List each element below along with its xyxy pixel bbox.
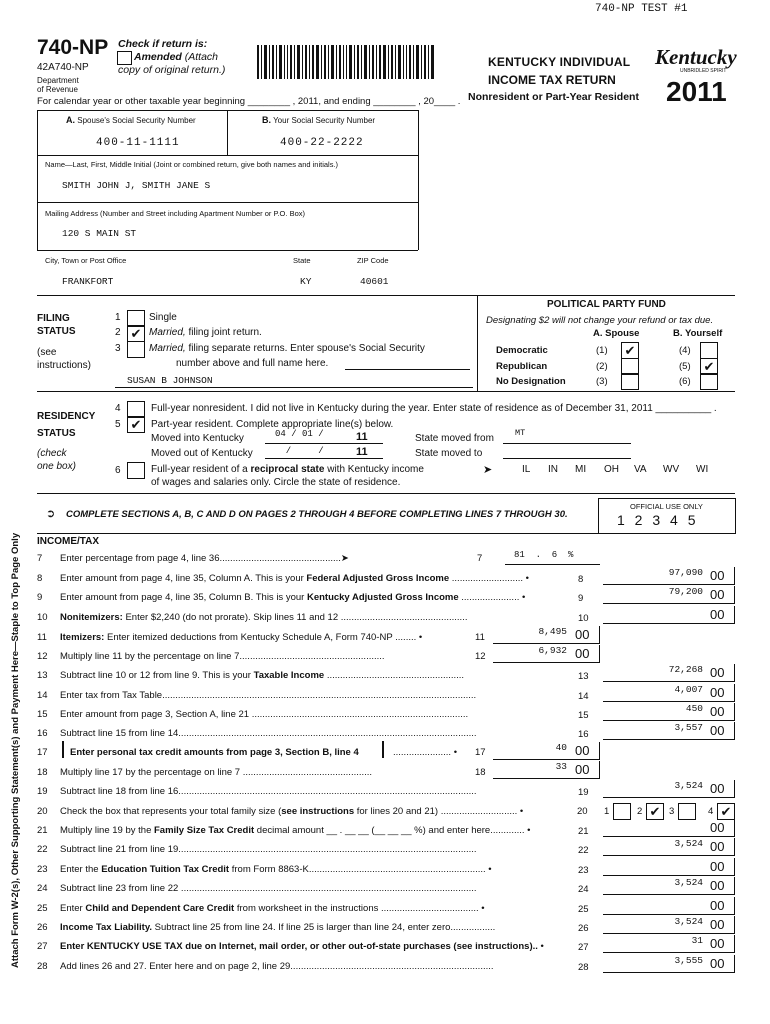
line-number: 9 [37,592,43,603]
copy-original-label: copy of original return.) [118,64,226,76]
line17-no: 17 [37,747,48,758]
tax-year: 2011 [666,76,727,107]
res-opt4-no: 4 [115,403,121,414]
family-size-checkbox[interactable]: ✔ [646,803,664,820]
filing-single-label: Single [149,312,177,323]
line-number: 12 [37,651,48,662]
line-amount[interactable]: 6,932 [538,645,567,656]
line-ref-number: 12 [475,651,486,662]
residency-check1: (check [37,448,67,459]
line-number: 25 [37,903,48,914]
filing-opt2-no: 2 [115,327,121,338]
income-tax-title: INCOME/TAX [37,536,100,547]
filing-title2: STATUS [37,326,76,337]
line-description: Enter KENTUCKY USE TAX due on Internet, mail order, or other out-of-state purchases (see instructions).. • [60,941,544,952]
line-ref-number: 23 [578,865,589,876]
line-cents: 00 [710,665,725,680]
line-description: Multiply line 11 by the percentage on line 7....................................................... [60,651,385,662]
sections-arrow-icon: ➲ [46,508,56,520]
line-cents: 00 [710,936,725,951]
state-value[interactable]: KY [300,276,312,287]
family-size-label: 2 [637,806,643,817]
line-description: Subtract line 10 or 12 from line 9. This is your Taxable Income .................................................... [60,670,465,681]
see-instructions2: instructions) [37,360,91,371]
city-label: City, Town or Post Office [45,256,127,265]
line-number: 27 [37,941,48,952]
col-spouse: A. Spouse [593,328,640,339]
line-amount[interactable]: 450 [685,703,703,714]
kentucky-logo-tag: UNBRIDLED SPIRIT [680,68,727,74]
line-number: 26 [37,922,48,933]
check-if-label: Check if return is: [118,38,208,50]
line-ref-number: 14 [578,691,589,702]
line-number: 24 [37,883,48,894]
family-size-label: 4 [708,806,714,817]
line-cents: 00 [575,646,590,661]
line-cents: 00 [710,839,725,854]
line-cents: 00 [710,568,725,583]
part-year-resident-label: Part-year resident. Complete appropriate line(s) below. [151,419,394,430]
state-option-va[interactable]: VA [634,464,647,475]
line-amount[interactable]: 33 [555,761,567,772]
line7-percentage[interactable]: 81 . 6 % [514,550,574,560]
line-cents: 00 [710,685,725,700]
party-fund-title: POLITICAL PARTY FUND [547,299,666,310]
your-ssn[interactable]: 400-22-2222 [280,137,364,149]
line-ref-number: 15 [578,710,589,721]
line-amount[interactable]: 3,524 [674,916,703,927]
party-yourself-no: (6) [679,376,691,387]
state-option-wi[interactable]: WI [696,464,709,475]
spouse-ssn-label: A. Spouse's Social Security Number [66,115,196,125]
city-value[interactable]: FRANKFORT [62,276,114,287]
line-number: 22 [37,844,48,855]
line-cents: 00 [710,859,725,874]
party-spouse-checkbox[interactable] [621,373,639,390]
family-size-checkbox[interactable]: ✔ [717,803,735,820]
official-use-digits: 1 2 3 4 5 [617,512,696,528]
line-ref-number: 16 [578,729,589,740]
party-yourself-checkbox[interactable]: ✔ [700,358,718,375]
zip-label: ZIP Code [357,256,389,265]
line-amount[interactable]: 97,090 [668,567,703,578]
filing-title1: FILING [37,313,70,324]
attach-side-note: Attach Form W-2(s), Other Supporting Statement(s) and Payment Here—Staple to Top Page Only [10,532,21,968]
line-description: Subtract line 21 from line 19................................................................................................................. [60,844,477,855]
party-yourself-checkbox[interactable] [700,373,718,390]
line-ref-number: 18 [475,767,486,778]
address-value[interactable]: 120 S MAIN ST [62,228,137,239]
line-ref-number: 19 [578,787,589,798]
line-ref-number: 28 [578,962,589,973]
line11-desc: Itemizers: Enter itemized deductions from Kentucky Schedule A, Form 740-NP ........ • [60,632,423,643]
line20-no: 20 [37,806,48,817]
line-cents: 00 [710,956,725,971]
line-amount[interactable]: 3,524 [674,780,703,791]
filing-separate-label2: number above and full name here. [176,358,329,369]
part-year-resident-checkbox[interactable]: ✔ [127,416,145,433]
line-amount[interactable]: 3,555 [674,955,703,966]
party-spouse-no: (2) [596,361,608,372]
party-spouse-checkbox[interactable]: ✔ [621,342,639,359]
col-yourself: B. Yourself [673,328,723,339]
state-moved-to-label: State moved to [415,448,483,459]
state-option-wv[interactable]: WV [663,464,680,475]
reciprocal-label: Full-year resident of a reciprocal state with Kentucky income [151,464,424,475]
line-cents: 00 [710,704,725,719]
department: Department [37,76,79,85]
line17-ln: 17 [475,747,486,758]
residency-title2: STATUS [37,428,76,439]
official-use-label: OFFICIAL USE ONLY [630,502,703,511]
line20-ln: 20 [577,806,588,817]
line-amount[interactable]: 72,268 [668,664,703,675]
line-description: Enter the Education Tuition Tax Credit from Form 8863-K................................................................... • [60,864,492,875]
line-number: 14 [37,690,48,701]
line20-desc: Check the box that represents your total family size (see instructions for lines 20 and 21) ............................. • [60,806,524,817]
moved-into-year: 11 [356,431,368,443]
line-cents: 00 [710,607,725,622]
line-number: 8 [37,573,43,584]
line-ref-number: 22 [578,845,589,856]
family-size-checkbox[interactable] [678,803,696,820]
res-opt5-no: 5 [115,419,121,430]
line11-cents: 00 [575,627,590,642]
line-cents: 00 [710,587,725,602]
line-number: 15 [37,709,48,720]
line-cents: 00 [710,917,725,932]
line-description: Enter amount from page 4, line 35, Column A. This is your Federal Adjusted Gross Income ........................... • [60,573,530,584]
party-yourself-no: (4) [679,345,691,356]
line-description: Add lines 26 and 27. Enter here and on page 2, line 29............................................................................. [60,961,494,972]
line-description: Subtract line 18 from line 16................................................................................................................. [60,786,477,797]
party-fund-note: Designating $2 will not change your refund or tax due. [486,315,714,326]
barcode [257,45,435,81]
line17-desc: Enter personal tax credit amounts from page 3, Section B, line 4 [70,747,359,758]
filing-opt1-no: 1 [115,312,121,323]
line-cents: 00 [575,762,590,777]
state-label: State [293,256,311,265]
residency-title1: RESIDENCY [37,411,96,422]
moved-out-label: Moved out of Kentucky [151,448,253,459]
line-ref-number: 25 [578,904,589,915]
line-cents: 00 [710,878,725,893]
name-label: Name—Last, First, Middle Initial (Joint or combined return, give both names and initials.) [45,160,339,169]
line-description: Enter amount from page 3, Section A, line 21 .................................................................................. [60,709,469,720]
line-ref-number: 24 [578,884,589,895]
full-year-nonresident-label: Full-year nonresident. I did not live in Kentucky during the year. Enter state of residence as of December 31, 2011 __________ . [151,403,717,414]
line-cents: 00 [710,898,725,913]
address-label: Mailing Address (Number and Street including Apartment Number or P.O. Box) [45,209,305,218]
line7-desc: Enter percentage from page 4, line 36..............................................➤ [60,553,349,564]
name-value[interactable]: SMITH JOHN J, SMITH JANE S [62,180,211,191]
arrow-icon: ➤ [483,464,493,476]
line-ref-number: 27 [578,942,589,953]
of-revenue: of Revenue [37,85,78,94]
line-amount[interactable]: 3,557 [674,722,703,733]
party-label: No Designation [496,376,566,387]
party-spouse-no: (3) [596,376,608,387]
filing-joint-label: Married, filing joint return. [149,327,262,338]
your-ssn-label: B. Your Social Security Number [262,115,376,125]
line-description: Enter amount from page 4, line 35, Column B. This is your Kentucky Adjusted Gross Income ...................... • [60,592,526,603]
res-opt6-no: 6 [115,465,121,476]
title-line2: INCOME TAX RETURN [488,73,616,87]
filing-separate-checkbox[interactable] [127,341,145,358]
line-cents: 00 [710,781,725,796]
line-description: Subtract line 23 from line 22 ................................................................................................................ [60,883,477,894]
party-yourself-no: (5) [679,361,691,372]
residency-check2: one box) [37,461,76,472]
form-code: 42A740-NP [37,62,89,73]
moved-into-date[interactable]: 04 / 01 / [275,429,324,439]
state-option-in[interactable]: IN [548,464,558,475]
filing-opt3-no: 3 [115,343,121,354]
filing-joint-checkbox[interactable]: ✔ [127,325,145,342]
line-amount[interactable]: 3,524 [674,877,703,888]
line-description: Enter tax from Tax Table....................................................................................................................... [60,690,477,701]
line17-amount[interactable]: 40 [555,742,567,753]
title-line1: KENTUCKY INDIVIDUAL [488,55,631,69]
reciprocal-resident-checkbox[interactable] [127,462,145,479]
line-description: Income Tax Liability. Subtract line 25 from line 24. If line 25 is larger than line 24, enter zero................. [60,922,496,933]
state-option-mi[interactable]: MI [575,464,587,475]
moved-out-date[interactable]: / / [275,446,324,456]
amended-label: Amended (Attach [134,51,219,63]
moved-out-year: 11 [356,446,368,458]
amended-checkbox[interactable] [117,51,132,65]
party-label: Republican [496,361,548,372]
party-label: Democratic [496,345,548,356]
moved-into-label: Moved into Kentucky [151,433,244,444]
spouse-ssn[interactable]: 400-11-1111 [96,137,180,149]
line11-ln: 11 [475,632,485,643]
see-instructions1: (see [37,347,57,358]
zip-value[interactable]: 40601 [360,276,389,287]
line-number: 16 [37,728,48,739]
line-cents: 00 [710,820,725,835]
form-number: 740-NP [37,36,109,59]
line-number: 10 [37,612,48,623]
line-number: 21 [37,825,48,836]
reciprocal-label2: of wages and salaries only. Circle the state of residence. [151,477,401,488]
line-description: Subtract line 15 from line 14................................................................................................................. [60,728,477,739]
calendar-year-line: For calendar year or other taxable year beginning ________ , 2011, and ending ________ , 20____ . [37,96,461,107]
filing-separate-label: Married, filing separate returns. Enter spouse's Social Security [149,343,425,354]
line-amount[interactable]: 3,524 [674,838,703,849]
line7-no: 7 [37,553,43,564]
kentucky-logo: Kentucky [655,45,737,69]
line17-cents: 00 [575,743,590,758]
family-size-label: 1 [604,806,610,817]
line-number: 28 [37,961,48,972]
line-ref-number: 8 [578,574,584,585]
line-number: 13 [37,670,48,681]
line-number: 18 [37,767,48,778]
test-label: 740-NP TEST #1 [595,3,688,15]
line-ref-number: 9 [578,593,584,604]
line-amount[interactable]: 31 [691,935,703,946]
line-amount[interactable]: 4,007 [674,684,703,695]
party-yourself-checkbox[interactable] [700,342,718,359]
state-option-il[interactable]: IL [522,464,531,475]
complete-sections-note: COMPLETE SECTIONS A, B, C AND D ON PAGES 2 THROUGH 4 BEFORE COMPLETING LINES 7 THROUGH 30. [66,509,568,520]
line17-dots: ...................... • [393,747,458,758]
family-size-label: 3 [669,806,675,817]
line-ref-number: 13 [578,671,589,682]
line-ref-number: 10 [578,613,589,624]
line-number: 23 [37,864,48,875]
line-description: Enter Child and Dependent Care Credit from worksheet in the instructions ..................................... • [60,903,485,914]
line11-amount[interactable]: 8,495 [538,626,567,637]
state-option-oh[interactable]: OH [604,464,619,475]
spouse-full-name[interactable]: SUSAN B JOHNSON [127,375,213,386]
state-moved-from[interactable]: MT [515,428,526,438]
line7-ln: 7 [477,553,483,564]
family-size-checkbox[interactable] [613,803,631,820]
line11-no: 11 [37,632,47,643]
line-ref-number: 26 [578,923,589,934]
line-description: Multiply line 19 by the Family Size Tax Credit decimal amount __ . __ __ (__ __ __ %) and enter here............. • [60,825,531,836]
line-number: 19 [37,786,48,797]
line-description: Multiply line 17 by the percentage on line 7 ................................................. [60,767,373,778]
line-amount[interactable]: 79,200 [668,586,703,597]
line-description: Nonitemizers: Enter $2,240 (do not prorate). Skip lines 11 and 12 ................................................ [60,612,468,623]
line-cents: 00 [710,723,725,738]
title-line3: Nonresident or Part-Year Resident [468,91,639,103]
party-spouse-no: (1) [596,345,608,356]
line-ref-number: 21 [578,826,589,837]
state-moved-from-label: State moved from [415,433,494,444]
